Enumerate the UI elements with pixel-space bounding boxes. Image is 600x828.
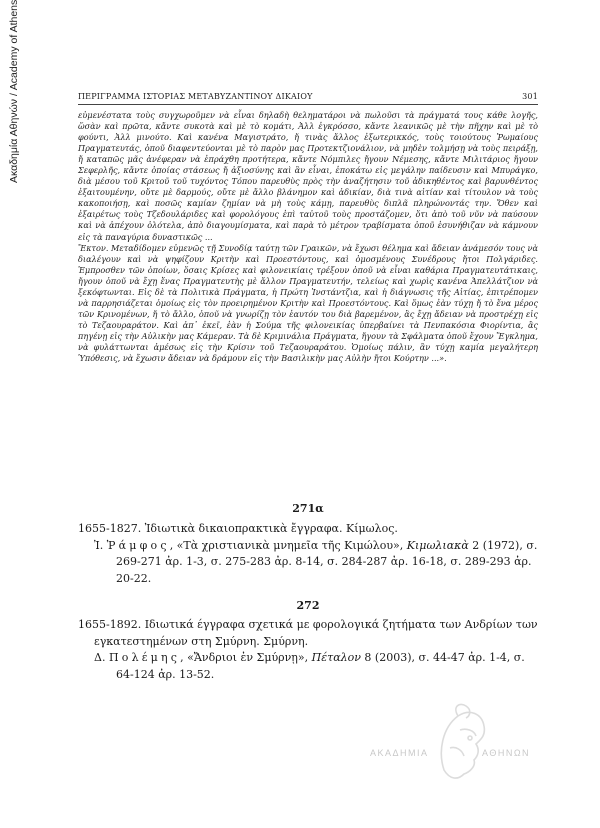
entry-reference xyxy=(78,538,538,588)
running-title: ΠΕΡΙΓΡΑΜΜΑ ΙΣΤΟΡΙΑΣ ΜΕΤΑΒΥΖΑΝΤΙΝΟΥ ΔΙΚΑΙΟΥ xyxy=(78,92,313,101)
entry-number: 271α xyxy=(292,502,324,515)
catalog-entry xyxy=(78,521,538,587)
catalog-entry xyxy=(78,617,538,683)
quoted-document-text xyxy=(78,110,538,364)
article-title: , «Τὰ χριστιανικὰ μνημεῖα τῆς Κιμώλου», xyxy=(169,538,407,552)
entry-number: 272 xyxy=(296,599,320,612)
journal-title: Κιμωλιακὰ xyxy=(406,538,469,552)
author-name: Πολέμης xyxy=(108,651,181,664)
watermark-left-text: ΑΚΑΔΗΜΙΑ xyxy=(370,748,429,758)
athena-head-icon xyxy=(430,700,490,790)
running-header xyxy=(78,92,538,105)
entry-heading: 1655-1892. Ιδιωτικά έγγραφα σχετικά με φορολογικά ζητήματα των Ανδρίων των εγκατεστημένων στη Σμύρνη. Σμύρνη. xyxy=(78,618,538,648)
article-title: , «Ἄνδριοι ἐν Σμύρνῃ», xyxy=(180,651,312,664)
page-number: 301 xyxy=(522,92,538,101)
quote-paragraph: Ἔκτον. Μεταδίδομεν εὐμενῶς τῇ Συνοδίᾳ ταύτῃ τῶν Γραικῶν, νὰ ἔχωσι θέλημα καὶ ἄδειαν ἀνάμεσόν τους νὰ διαλέγουν καὶ νὰ ψηφίζουν Κριτὴν καὶ Προεστόντους, καὶ ὁμοσμένους Συνέδρους ἤτοι Πολγάριδες. Ἐμπροσθεν τῶν ὁποίων, ὅσαις Κρίσες καὶ φιλονεικίαις τρέξουν ὁποῦ νὰ εἶναι καθάρια Πραγματευτάτικαις, ἤγουν ὁποῦ νὰ ἔχῃ ἕνας Πραγματευτὴς μὲ ἄλλον Πραγματευτήν, τελείως καὶ χωρὶς κανένα Ἀπελλάτζιον νὰ ξεκόφτωνται. Εἰς δὲ τὰ Πολιτικὰ Πράγματα, ἡ Πρώτη Ἰνστάντζια, καὶ ἡ διάγνωσις τῆς Αἰτίας, ἐπιτρέπομεν νὰ παρρησιάζεται ὁμοίως εἰς τὸν προειρημένον Κριτὴν καὶ Προεστόντους. Καὶ ὅμως ἐὰν τύχῃ ἤ τὸ ἕνα μέρος τῶν Κρινομένων, ἤ τὸ ἄλλο, ὁποῦ νὰ γνωρίζῃ τὸν ἑαυτόν του διὰ βαρεμένον, ἂς ἔχῃ ἄδειαν νὰ προστρέχῃ εἰς τὸ Τεζαουραράτον. Καὶ ἀπ᾽ ἐκεῖ, ἐὰν ἡ Σούμα τῆς φιλονεικίας ὑπερβαίνει τὰ Πενπακόσια Φιορίντια, ἂς πηγένῃ εἰς τὴν Αὐλικὴν μας Κάμεραν. Τὰ δὲ Κριμινάλια Πράγματα, ἤγουν τὰ Σφάλματα ὁποῦ ἔχουν Ἔγκλημα, νὰ φυλάττωνται ἀμέσως εἰς τὴν Κρίσιν τοῦ Τεζαουραράτου. Ὁμοίως πάλιν, ἂν τύχῃ καμία μεγαλήτερη Ὑπόθεσις, νὰ ἔχωσιν ἄδειαν νὰ δράμουν εἰς τὴν Βασιλικὴν μας Αὐλὴν ἤτοι Κούρτην ...». xyxy=(78,242,538,364)
reference-details: 8 (2003), σ. 44-47 ἀρ. 1-4, σ. 64-124 ἀρ. 13-52. xyxy=(116,651,525,681)
watermark-right-text: ΑΘΗΝΩΝ xyxy=(482,748,531,758)
author-name: Ῥάμφος xyxy=(106,538,170,552)
quote-paragraph: εὐμενέστατα τοὺς συγχωροῦμεν νὰ εἶναι δηλαδὴ θεληματάροι νὰ πωλοῦσι τὰ πράγματά τους κάθε λογῆς, ὥσὰν καὶ πρῶτα, κἄντε συκοτὰ καὶ μὲ τὸ κομάτι, Ἀλλ ἐγκρόσσο, κἄντε λεανικῶς μὲ τὴν πῆχην καὶ μὲ τὸ φούντι, Ἀλλ μινούτο. Καὶ κανένα Μαγιστράτο, ἤ τινὰς ἄλλος ἐξωτερικκός, τοὺς τοιούτους Ῥωμαίους Πραγματευτάς, ὁποῦ διαφεντεύονται μὲ τὸ παρὸν μας Προτεκτζιονάλιον, νὰ μηδὲν τολμήσῃ νὰ τοὺς πειράξῃ, ἤ καταπῶς μᾶς ἀνέφεραν νὰ ἐπράχθη προτήτερα, κἄντε Νόμπιλες ἤγουν Νέμεσης, κἄντε Μιλιτάριος ἤγουν Σεφερλῆς, κἄντε ὁποίας στάσεως ἤ ἀξιοσύνης καὶ ἂν εἶναι, ἐποκάτω εἰς μεγάλην παίδευσιν καὶ Μπυράγκο, διὰ μέσου τοῦ Κριτοῦ τοῦ τυχόντος Τόπου παρευθὺς πρὸς τὴν ἀναζήτησιν τοῦ ἀδικηθέντος καὶ βαρυνθέντος ἐξαιτουμένην, οὔτε μὲ δαρμούς, οὔτε μὲ ἄλλο βλάνημον καὶ ἀδικίαν, διὰ τινὰ αἰτίαν καὶ τίτουλον νὰ τοὺς κακοποιήσῃ, καὶ ποσῶς καμίαν ζημίαν νὰ μὴ τοὺς κάμῃ, παρευθὺς διπλᾶ πληρώνοντάς την. Ὅθεν καὶ ἐξαιρέτως τοὺς Τζεδουλάριδες καὶ φορολόγους ἐπὶ ταὐτοῦ τοὺς προστάζομεν, ὅτι ἀπὸ τοῦ νῦν νὰ παύσουν καὶ νὰ ἀπέχουν ὁλότελα, ἀπὸ διαγουμίσματα, καὶ παρὰ τὸ μέτρον τραβίσματα ὁποῦ ἐσυνήθιζαν νὰ κάμνουν εἰς τὰ παναγύρια δυναστικῶς ... xyxy=(78,110,538,242)
entry-reference xyxy=(78,650,538,683)
academy-watermark xyxy=(370,700,540,790)
reference-details: 2 (1972), σ. 269-271 ἀρ. 1-3, σ. 275-283 ἀρ. 8-14, σ. 284-287 ἀρ. 16-18, σ. 289-293 ἀρ. 20-22. xyxy=(116,538,538,585)
journal-title: Πέταλον xyxy=(311,651,361,664)
author-initial: Δ. xyxy=(94,651,106,664)
entry-heading: 1655-1827. Ἰδιωτικὰ δικαιοπρακτικὰ ἔγγραφα. Κίμωλος. xyxy=(78,522,398,535)
author-initial: Ἰ. xyxy=(94,538,104,552)
archive-side-label: Ακαδημία Αθηνών / Academy of Athens xyxy=(8,0,20,184)
